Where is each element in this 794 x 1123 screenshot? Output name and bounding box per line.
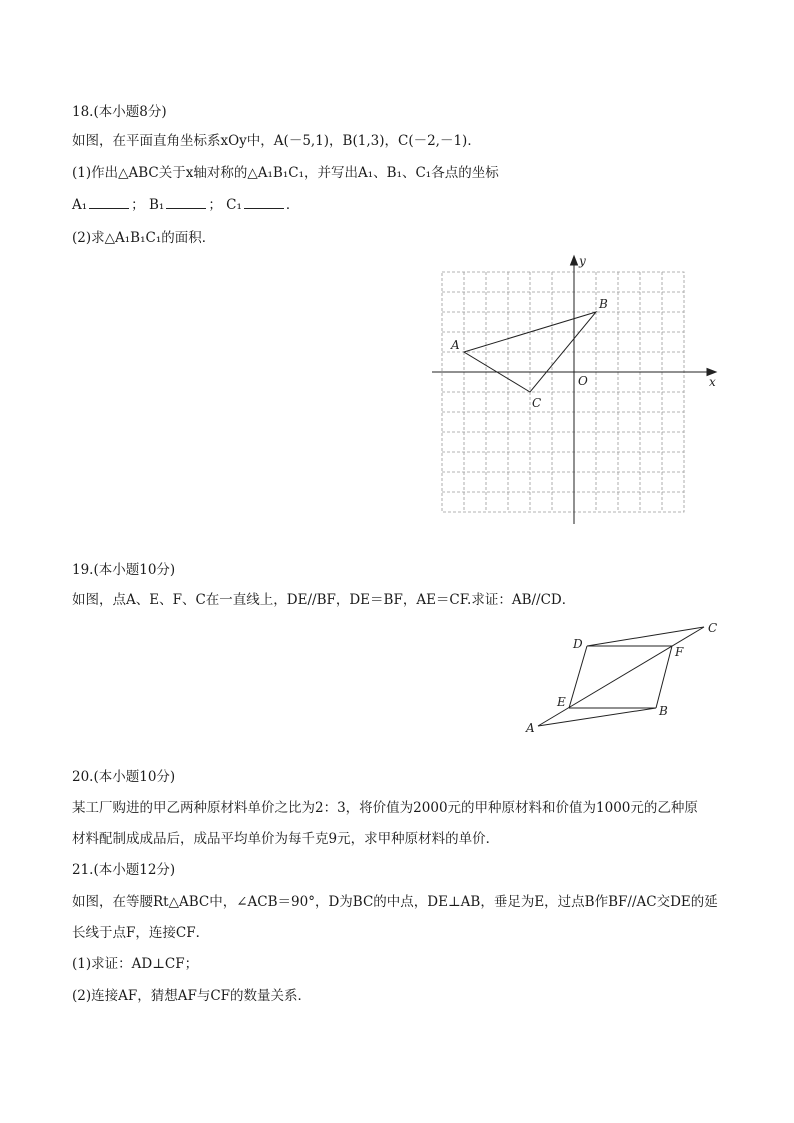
q18-answer-c-label: C₁ bbox=[226, 197, 242, 213]
q21-line2: 长线于点F，连接CF． bbox=[72, 925, 210, 941]
segment-ac bbox=[538, 627, 704, 726]
q18-sep-2: ； bbox=[208, 197, 222, 213]
segment-ab bbox=[538, 708, 656, 726]
answer-blank-b1[interactable] bbox=[166, 194, 206, 209]
q18-part2: (2)求△A₁B₁C₁的面积． bbox=[72, 230, 216, 246]
q18-part1: (1)作出△ABC关于x轴对称的△A₁B₁C₁，并写出A₁、B₁、C₁各点的坐标 bbox=[72, 165, 499, 181]
q18-answer-line bbox=[72, 194, 299, 215]
q21-header: 21.(本小题12分) bbox=[72, 862, 176, 878]
vertex-a-label: A bbox=[526, 721, 535, 735]
point-c-label: C bbox=[532, 396, 542, 410]
axes bbox=[432, 256, 716, 524]
q21-line1: 如图，在等腰Rt△ABC中，∠ACB＝90°，D为BC的中点，DE⊥AB，垂足为E，过点B作BF//AC交DE的延 bbox=[72, 894, 718, 910]
q18-end: ． bbox=[285, 197, 300, 213]
q20-line2: 材料配制成成品后，成品平均单价为每千克9元，求甲种原材料的单价． bbox=[72, 831, 500, 847]
coordinate-grid-figure bbox=[425, 250, 725, 530]
q19-header: 19.(本小题10分) bbox=[72, 562, 176, 578]
segment-cd bbox=[587, 627, 704, 646]
y-axis-label: y bbox=[579, 254, 586, 268]
segment-fb bbox=[656, 646, 672, 708]
vertex-d-label: D bbox=[573, 637, 583, 651]
parallelogram-figure bbox=[515, 615, 725, 740]
q21-part1: (1)求证：AD⊥CF； bbox=[72, 956, 199, 972]
vertex-f-label: F bbox=[675, 645, 684, 659]
q18-sep-1: ； bbox=[131, 197, 145, 213]
origin-label: O bbox=[578, 374, 588, 388]
q20-line1: 某工厂购进的甲乙两种原材料单价之比为2：3，将价值为2000元的甲种原材料和价值为1000元的乙种原 bbox=[72, 800, 698, 816]
q19-text: 如图，点A、E、F、C在一直线上，DE//BF，DE＝BF，AE＝CF.求证：AB//CD． bbox=[72, 592, 576, 608]
answer-blank-a1[interactable] bbox=[89, 194, 129, 209]
point-b-label: B bbox=[599, 297, 608, 311]
vertex-c-label: C bbox=[708, 621, 718, 635]
q18-header: 18.(本小题8分) bbox=[72, 104, 167, 120]
q18-answer-b-label: B₁ bbox=[148, 197, 165, 213]
x-axis-label: x bbox=[709, 375, 716, 389]
answer-blank-c1[interactable] bbox=[244, 194, 284, 209]
q18-answer-a-label: A₁ bbox=[72, 197, 88, 213]
vertex-b-label: B bbox=[659, 704, 668, 718]
q21-part2: (2)连接AF，猜想AF与CF的数量关系． bbox=[72, 988, 312, 1004]
vertex-e-label: E bbox=[557, 695, 566, 709]
point-a-label: A bbox=[451, 338, 460, 352]
q20-header: 20.(本小题10分) bbox=[72, 769, 176, 785]
q18-intro: 如图，在平面直角坐标系xOy中，A(－5,1)，B(1,3)，C(－2,－1)． bbox=[72, 133, 481, 149]
grid-lines bbox=[442, 272, 684, 512]
